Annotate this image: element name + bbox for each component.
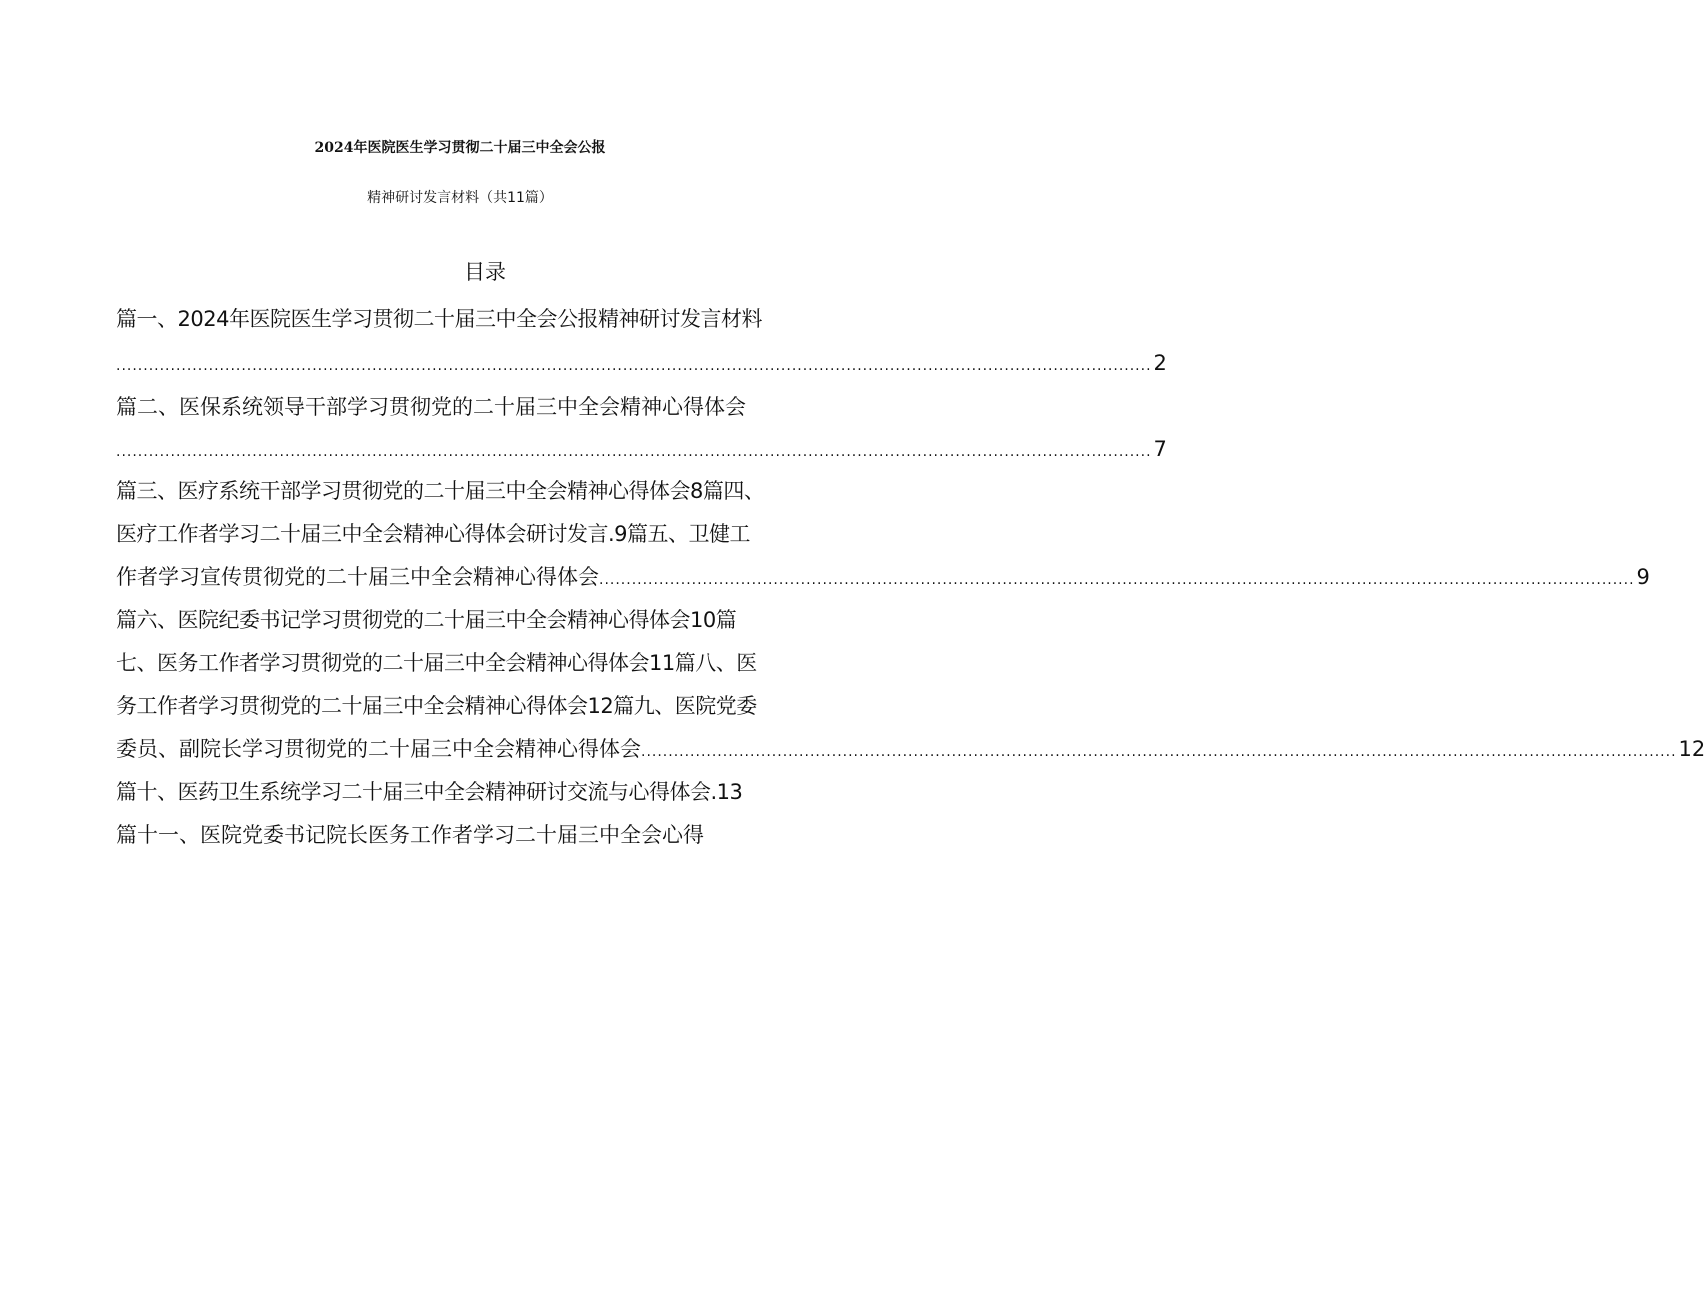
toc-page-number: 7 [1153, 437, 1167, 461]
toc-entry-7: 七、医务工作者学习贯彻党的二十届三中全会精神心得体会11篇八、医 [116, 651, 757, 675]
toc-entry-11: 篇十一、医院党委书记院长医务工作者学习二十届三中全会心得 [116, 823, 704, 847]
toc-entry-2-leader [116, 435, 1167, 466]
document-title-line-1: 2024年医院医生学习贯彻二十届三中全会公报 [314, 140, 606, 156]
toc-entry-8: 务工作者学习贯彻党的二十届三中全会精神心得体会12篇九、医院党委 [116, 694, 757, 718]
toc-heading: 目录 [464, 260, 506, 284]
toc-entry-5 [116, 563, 1650, 594]
toc-entry-4: 医疗工作者学习二十届三中全会精神心得体会研讨发言.9篇五、卫健工 [116, 522, 751, 546]
toc-entry-6: 篇六、医院纪委书记学习贯彻党的二十届三中全会精神心得体会10篇 [116, 608, 737, 632]
toc-entry-1: 篇一、2024年医院医生学习贯彻二十届三中全会公报精神研讨发言材料 [116, 307, 762, 331]
toc-entry-9 [116, 735, 1705, 766]
toc-entry-2: 篇二、医保系统领导干部学习贯彻党的二十届三中全会精神心得体会 [116, 395, 746, 419]
document-title-line-2: 精神研讨发言材料（共11篇） [367, 190, 553, 206]
toc-page-number: 2 [1153, 351, 1167, 375]
toc-dot-leader: .............................................................................................................................................................................................. [116, 358, 1152, 374]
toc-entry-1-leader [116, 349, 1167, 380]
toc-entry-10: 篇十、医药卫生系统学习二十届三中全会精神研讨交流与心得体会.13 [116, 780, 743, 804]
toc-page-number: 9 [1636, 565, 1650, 589]
toc-dot-leader: .............................................................................................................................................................................................. [641, 744, 1677, 760]
toc-entry-text: 委员、副院长学习贯彻党的二十届三中全会精神心得体会 [116, 737, 641, 761]
toc-entry-3: 篇三、医疗系统干部学习贯彻党的二十届三中全会精神心得体会8篇四、 [116, 479, 765, 503]
toc-dot-leader: .............................................................................................................................................................................................. [116, 444, 1152, 460]
toc-entry-text: 作者学习宣传贯彻党的二十届三中全会精神心得体会 [116, 565, 599, 589]
toc-page-number: 12 [1678, 737, 1705, 761]
toc-dot-leader: .............................................................................................................................................................................................. [599, 572, 1635, 588]
